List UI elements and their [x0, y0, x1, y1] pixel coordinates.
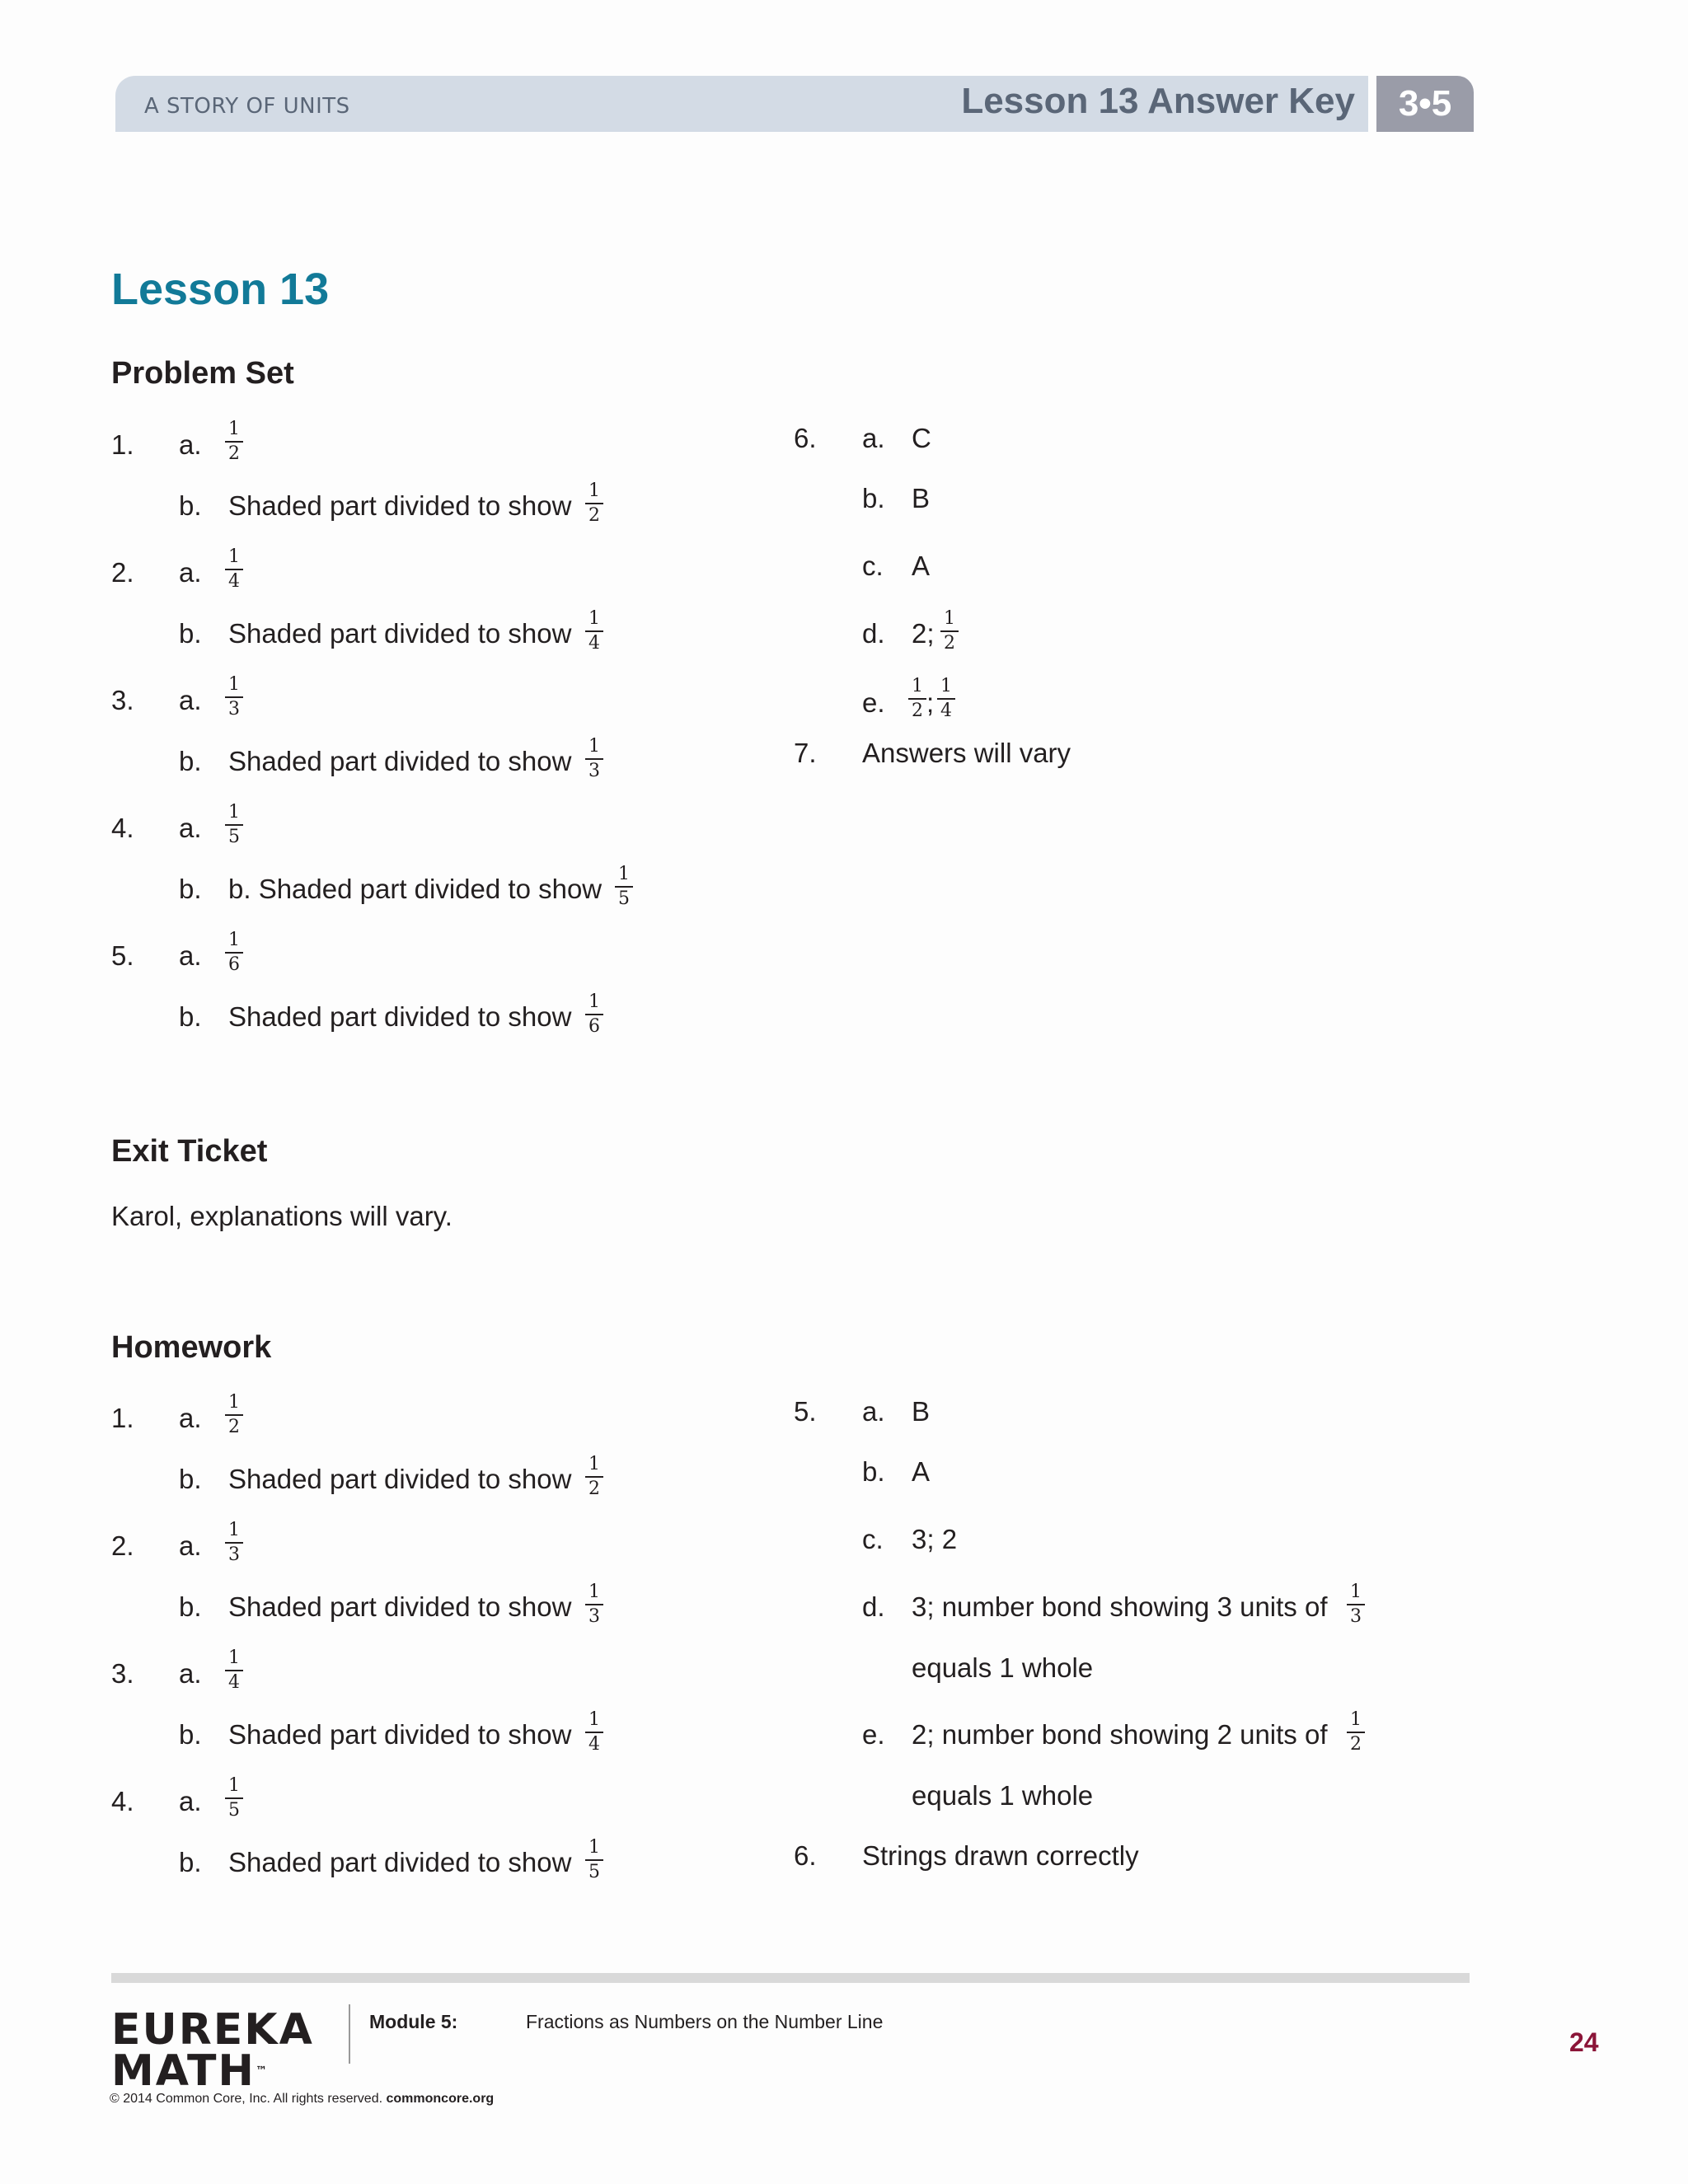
hw-q5d-label: d. — [862, 1591, 885, 1622]
hw-q1b-label: b. — [179, 1464, 202, 1494]
fraction: $\frac{1}{2}$ — [908, 676, 926, 722]
ps-q6c-label: c. — [862, 551, 884, 581]
hw-q3-number: 3. — [111, 1658, 134, 1689]
hw-q2a-label: a. — [179, 1530, 202, 1561]
eureka-math-logo: EUREKA MATH™ — [111, 2005, 314, 2096]
fraction: $\frac{1}{2}$ — [1347, 1709, 1365, 1755]
fraction: $\frac{1}{3}$ — [225, 674, 243, 720]
ps-q4a-label: a. — [179, 813, 202, 843]
ps-q5a-label: a. — [179, 940, 202, 971]
fraction: $\frac{1}{4}$ — [585, 1709, 603, 1755]
hw-q5e-continued: equals 1 whole — [912, 1780, 1094, 1811]
footer-rule — [111, 1973, 1470, 1983]
hw-q5c-label: c. — [862, 1524, 884, 1554]
hw-q4b-text: Shaded part divided to show — [228, 1847, 572, 1877]
hw-q5-number: 5. — [794, 1396, 817, 1427]
ps-q6b-label: b. — [862, 483, 885, 513]
ps-q6b-answer: B — [912, 483, 931, 513]
ps-q5-number: 5. — [111, 940, 134, 971]
ps-q1b-label: b. — [179, 490, 202, 521]
hw-q5c-answer: 3; 2 — [912, 1524, 958, 1554]
ps-q7-number: 7. — [794, 738, 817, 768]
hw-q3b-text: Shaded part divided to show — [228, 1719, 572, 1750]
ps-q6c-answer: A — [912, 551, 931, 581]
fraction: $\frac{1}{6}$ — [585, 991, 603, 1038]
ps-q1b-text: Shaded part divided to show — [228, 490, 572, 521]
fraction: $\frac{1}{2}$ — [225, 419, 243, 465]
ps-q6e-label: e. — [862, 687, 885, 718]
hw-q5e-answer: 2; number bond showing 2 units of — [912, 1719, 1328, 1750]
ps-q2a-label: a. — [179, 557, 202, 588]
fraction: $\frac{1}{2}$ — [940, 608, 959, 654]
ps-q1-number: 1. — [111, 429, 134, 460]
ps-q7-answer: Answers will vary — [862, 738, 1071, 768]
hw-q4-number: 4. — [111, 1786, 134, 1816]
hw-q6-number: 6. — [794, 1840, 817, 1871]
series-name: A STORY OF UNITS — [144, 94, 350, 119]
homework-heading: Homework — [111, 1330, 272, 1365]
hw-q2-number: 2. — [111, 1530, 134, 1561]
fraction: $\frac{1}{4}$ — [585, 608, 603, 654]
hw-q2b-label: b. — [179, 1591, 202, 1622]
ps-q3a-label: a. — [179, 685, 202, 715]
fraction: $\frac{1}{5}$ — [225, 802, 243, 848]
ps-q3b-label: b. — [179, 746, 202, 776]
fraction: $\frac{1}{2}$ — [585, 1454, 603, 1500]
page-number: 24 — [1569, 2027, 1599, 2057]
hw-q5b-label: b. — [862, 1456, 885, 1487]
ps-q6a-answer: C — [912, 423, 931, 453]
fraction: $\frac{1}{2}$ — [225, 1392, 243, 1438]
hw-q5e-label: e. — [862, 1719, 885, 1750]
fraction: $\frac{1}{3}$ — [1347, 1582, 1365, 1628]
fraction: $\frac{1}{5}$ — [615, 864, 633, 910]
ps-q1a-label: a. — [179, 429, 202, 460]
ps-q3b-text: Shaded part divided to show — [228, 746, 572, 776]
fraction: $\frac{1}{2}$ — [585, 480, 603, 527]
ps-q6d-label: d. — [862, 618, 885, 649]
ps-q5b-text: Shaded part divided to show — [228, 1001, 572, 1032]
fraction: $\frac{1}{5}$ — [585, 1837, 603, 1883]
fraction: $\frac{1}{4}$ — [937, 676, 955, 722]
ps-q4b-label: b. — [179, 874, 202, 904]
module-label: Module 5: — [369, 2011, 458, 2032]
footer-divider — [349, 2004, 350, 2064]
hw-q5b-answer: A — [912, 1456, 931, 1487]
hw-q2b-text: Shaded part divided to show — [228, 1591, 572, 1622]
hw-q5a-answer: B — [912, 1396, 931, 1427]
hw-q5a-label: a. — [862, 1396, 885, 1427]
ps-q6a-label: a. — [862, 423, 885, 453]
hw-q5d-continued: equals 1 whole — [912, 1652, 1094, 1683]
fraction: $\frac{1}{4}$ — [225, 546, 243, 593]
hw-q1a-label: a. — [179, 1403, 202, 1433]
ps-q2-number: 2. — [111, 557, 134, 588]
ps-q2b-label: b. — [179, 618, 202, 649]
ps-q6-number: 6. — [794, 423, 817, 453]
separator: ; — [926, 687, 935, 718]
fraction: $\frac{1}{3}$ — [585, 736, 603, 782]
problem-set-heading: Problem Set — [111, 356, 294, 391]
hw-q1-number: 1. — [111, 1403, 134, 1433]
grade-module-badge: 3•5 — [1376, 76, 1474, 132]
hw-q3a-label: a. — [179, 1658, 202, 1689]
ps-q3-number: 3. — [111, 685, 134, 715]
answer-key-title: Lesson 13 Answer Key — [961, 81, 1355, 121]
fraction: $\frac{1}{3}$ — [225, 1520, 243, 1566]
ps-q5b-label: b. — [179, 1001, 202, 1032]
ps-q6d-answer: 2; — [912, 618, 935, 649]
module-title: Fractions as Numbers on the Number Line — [526, 2011, 884, 2032]
exit-ticket-heading: Exit Ticket — [111, 1134, 268, 1169]
hw-q6-answer: Strings drawn correctly — [862, 1840, 1139, 1871]
hw-q4b-label: b. — [179, 1847, 202, 1877]
fraction: $\frac{1}{3}$ — [585, 1582, 603, 1628]
hw-q1b-text: Shaded part divided to show — [228, 1464, 572, 1494]
ps-q2b-text: Shaded part divided to show — [228, 618, 572, 649]
fraction: $\frac{1}{6}$ — [225, 930, 243, 976]
fraction: $\frac{1}{5}$ — [225, 1775, 243, 1821]
copyright: © 2014 Common Core, Inc. All rights reserved. commoncore.org — [110, 2092, 495, 2106]
hw-q5d-answer: 3; number bond showing 3 units of — [912, 1591, 1328, 1622]
hw-q4a-label: a. — [179, 1786, 202, 1816]
hw-q3b-label: b. — [179, 1719, 202, 1750]
exit-ticket-answer: Karol, explanations will vary. — [111, 1201, 452, 1231]
fraction: $\frac{1}{4}$ — [225, 1647, 243, 1694]
ps-q4b-text: b. Shaded part divided to show — [228, 874, 603, 904]
ps-q4-number: 4. — [111, 813, 134, 843]
lesson-title: Lesson 13 — [111, 265, 330, 314]
